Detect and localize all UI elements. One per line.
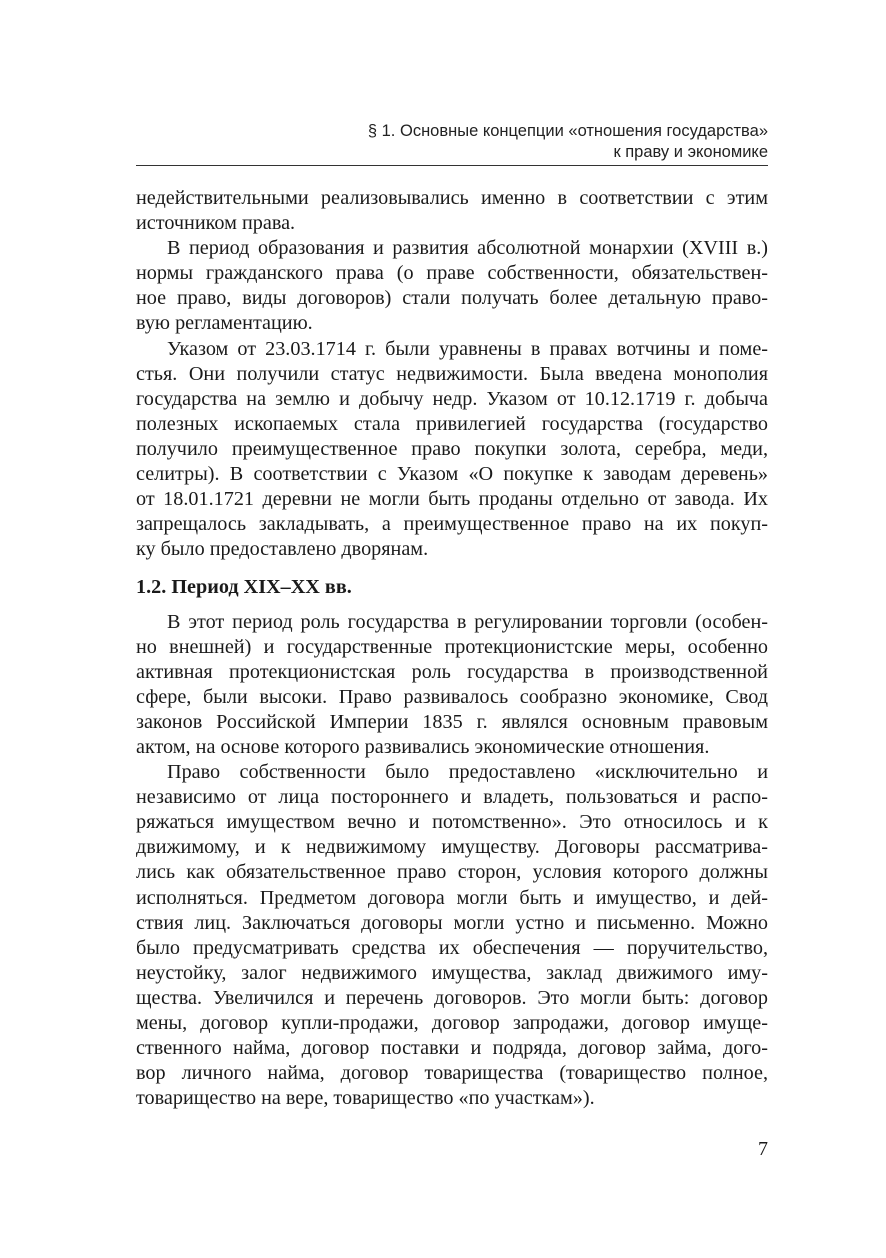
text-line: неустойку, залог недвижимого имущества, заклад движимого иму- [136,961,768,984]
paragraph-2 [136,236,768,336]
running-header-line-1: § 1. Основные концепции «отношения государства» [367,122,768,140]
text-line: селитры). В соответствии с Указом «О покупке к заводам деревень» [136,463,768,486]
text-line: Право собственности было предоставлено «исключительно и [167,761,768,784]
text-line: В период образования и развития абсолютной монархии (XVIII в.) [167,237,768,260]
text-line: ку было предоставлено дворянам. [136,538,429,561]
text-line: получило преимущественное право покупки золота, серебра, меди, [136,437,768,460]
text-line: недействительными реализовывались именно в соответствии с этим [136,187,768,209]
page-body [136,186,768,1111]
text-line: ряжаться имуществом вечно и потомственно». Это относилось и к [136,811,768,834]
text-line: но внешней) и государственные протекционистские меры, особенно [136,635,768,658]
text-line: мены, договор купли-продажи, договор запродажи, договор имуще- [136,1012,768,1034]
text-line: государства на землю и добычу недр. Указом от 10.12.1719 г. добыча [136,387,768,410]
header-divider [136,165,768,166]
text-line: независимо от лица постороннего и владеть, пользоваться и распо- [136,786,768,809]
text-line: ствия лиц. Заключаться договоры могли устно и письменно. Можно [136,911,768,934]
text-line: В этот период роль государства в регулировании торговли (особен- [167,610,768,633]
text-line: источником права. [136,212,296,235]
text-line: лись как обязательственное право сторон, условия которого должны [136,861,768,884]
text-line: сфере, были высоки. Право развивалось сообразно экономике, Свод [136,685,768,708]
text-line: вую регламентацию. [136,312,313,335]
text-line: Указом от 23.03.1714 г. были уравнены в правах вотчины и поме- [167,337,768,360]
text-line: вор личного найма, договор товарищества (товарищество полное, [136,1062,768,1085]
text-line: исполняться. Предметом договора могли быть и имущество, и дей- [136,886,768,909]
running-header [136,121,768,163]
text-line: движимому, и к недвижимому имуществу. Договоры рассматрива- [136,836,768,859]
text-line: от 18.01.1721 деревни не могли быть проданы отдельно от завода. Их [136,488,768,511]
paragraph-5 [136,760,768,1111]
paragraph-1 [136,186,768,236]
section-heading: 1.2. Период XIX–XX вв. [136,576,352,599]
text-line: нормы гражданского права (о праве собственности, обязательствен- [136,262,768,285]
text-line: ное право, виды договоров) стали получать более детальную право- [136,287,768,310]
text-line: ственного найма, договор поставки и подряда, договор займа, дого- [136,1037,768,1060]
text-line: активная протекционистская роль государства в производственной [136,660,768,683]
text-line: законов Российской Империи 1835 г. являлся основным правовым [136,710,768,733]
text-line: запрещалось закладывать, а преимущественное право на их покуп- [136,513,768,536]
paragraph-3 [136,337,768,563]
text-line: щества. Увеличился и перечень договоров. Это могли быть: договор [136,986,768,1009]
text-line: актом, на основе которого развивались экономические отношения. [136,735,710,758]
text-line: стья. Они получили статус недвижимости. Была введена монополия [136,362,768,385]
running-header-line-2: к праву и экономике [613,143,768,161]
text-line: было предусматривать средства их обеспечения — поручительство, [136,936,768,959]
text-line: товарищество на вере, товарищество «по участкам»). [136,1087,595,1110]
page-number: 7 [758,1138,768,1160]
paragraph-4 [136,610,768,761]
text-line: полезных ископаемых стала привилегией государства (государство [136,412,768,435]
